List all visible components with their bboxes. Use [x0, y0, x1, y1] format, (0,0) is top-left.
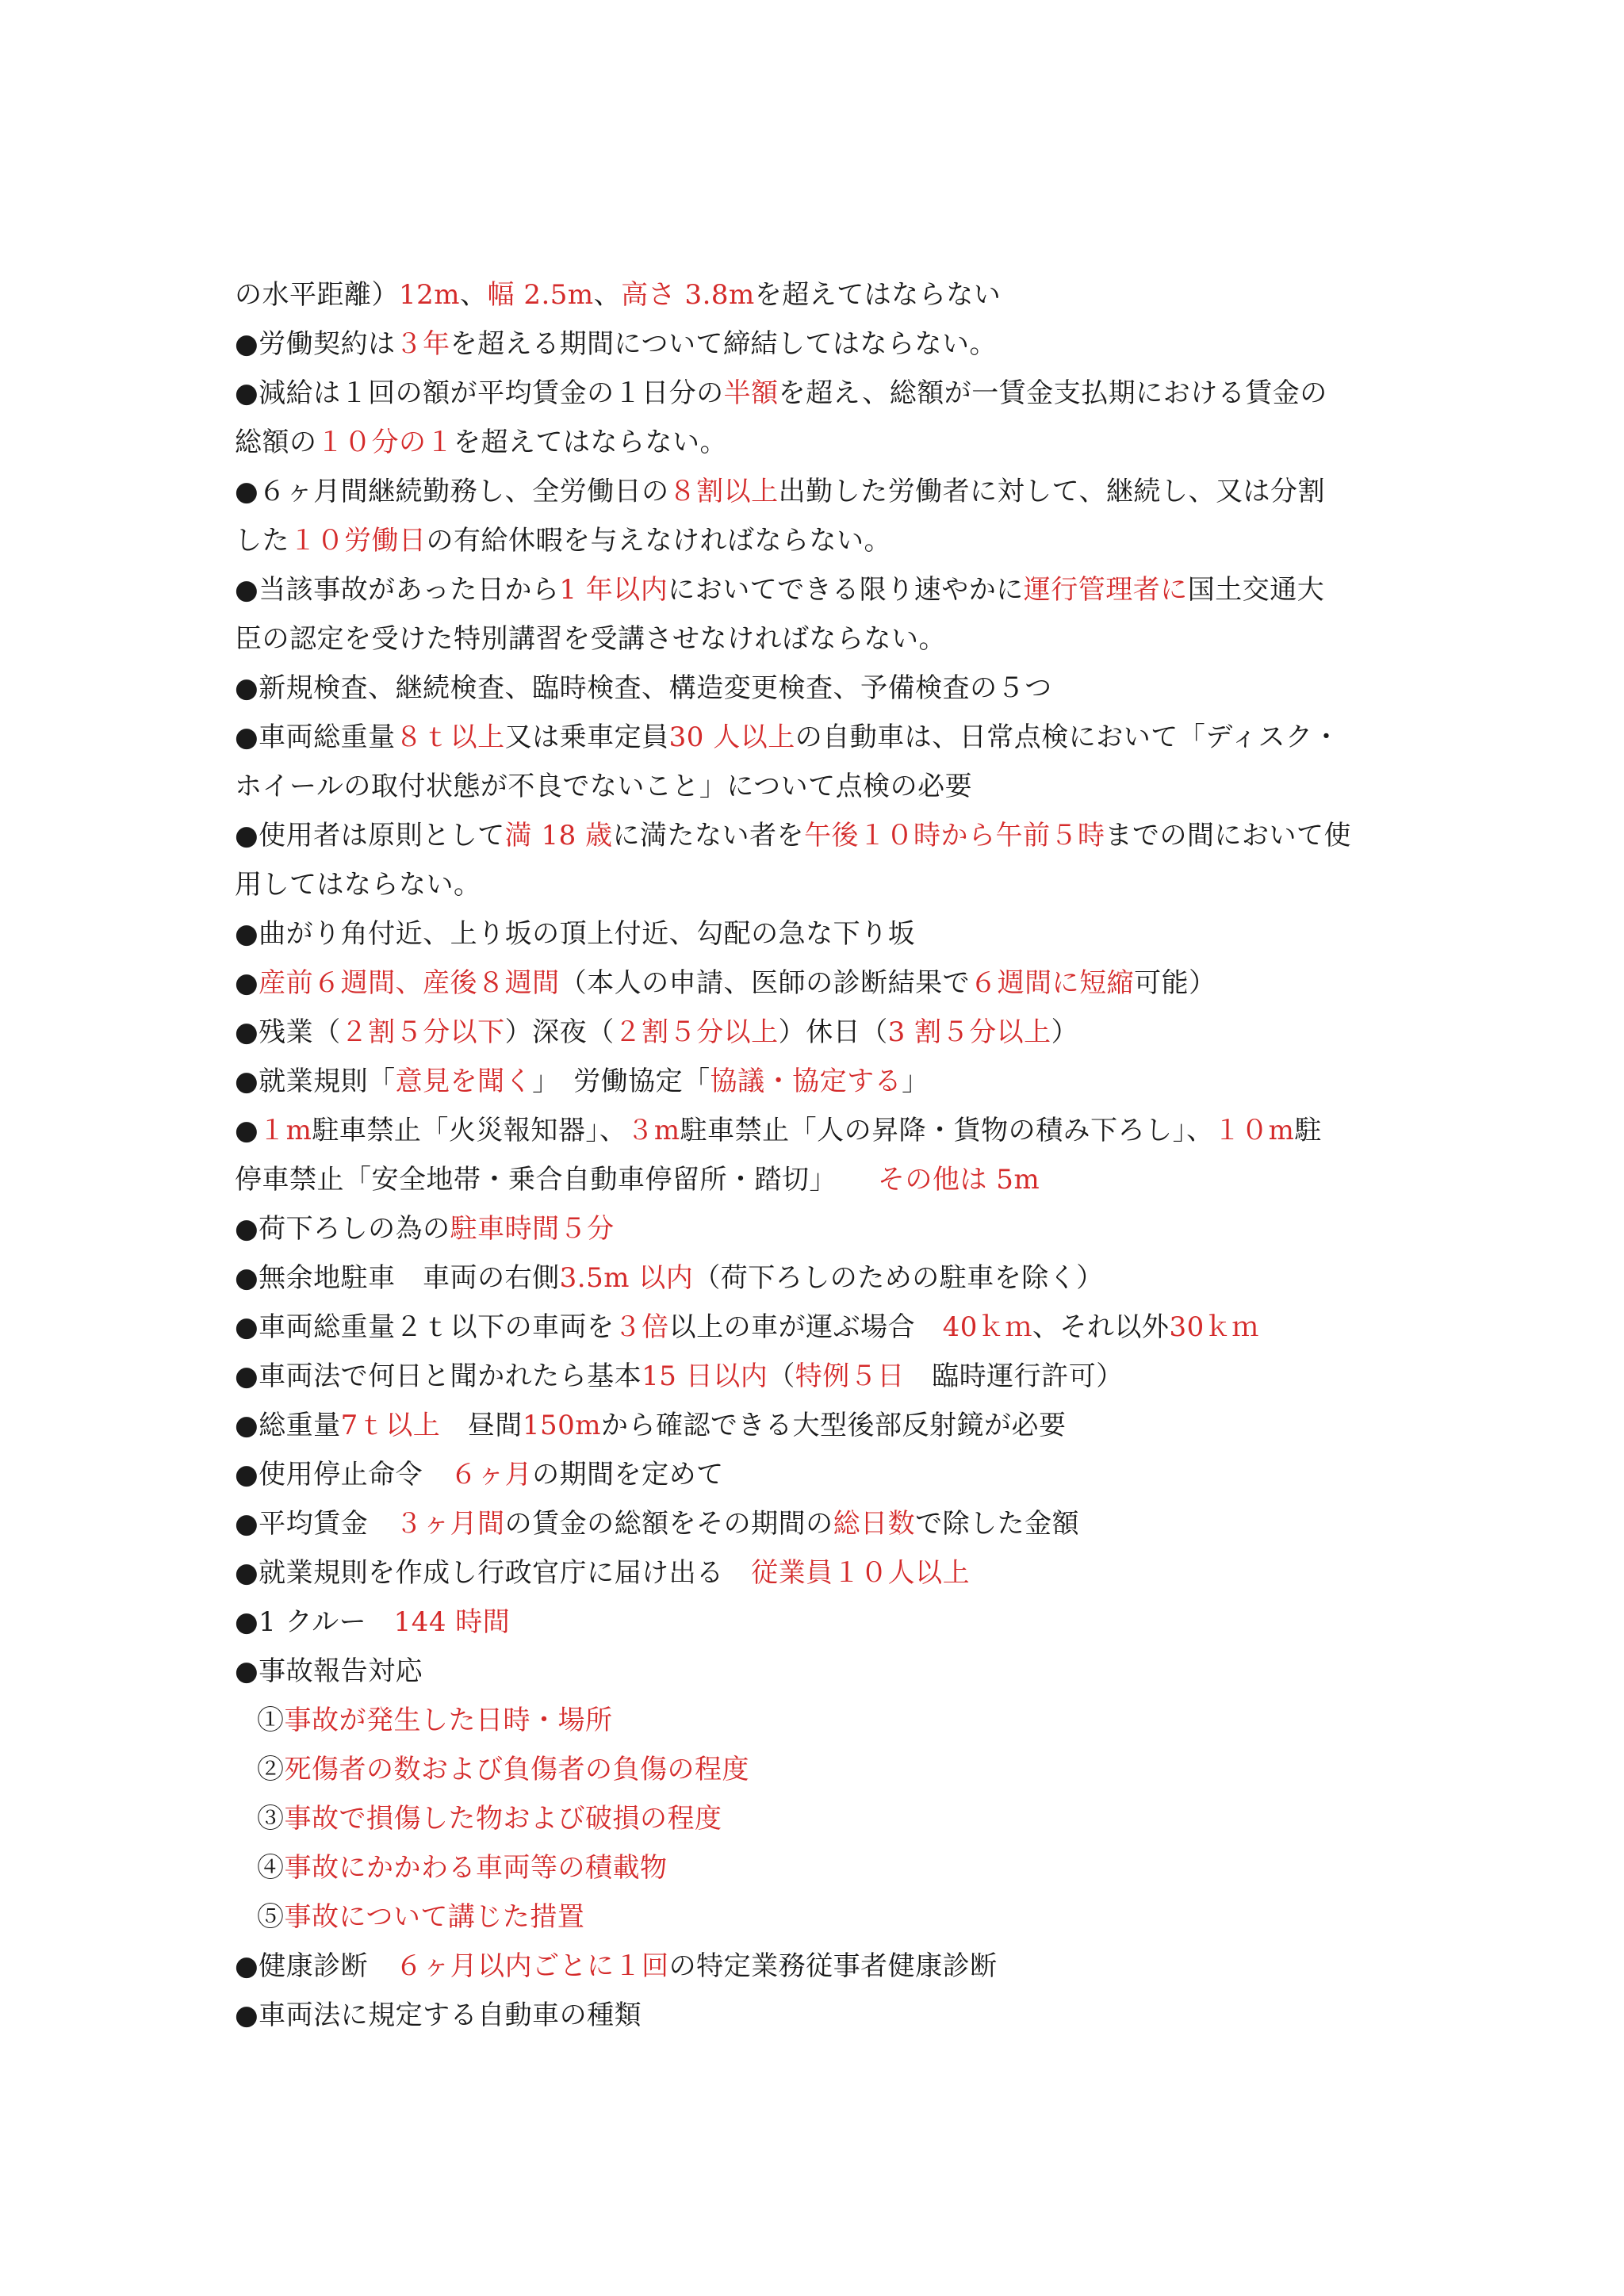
highlighted-text: １０分の１ [316, 427, 454, 458]
body-text: においてできる限り速やかに [668, 574, 1024, 606]
body-text: 、 [593, 279, 622, 311]
highlighted-text: 意見を聞く [395, 1066, 533, 1097]
highlighted-text: 事故が発生した日時・場所 [284, 1705, 613, 1736]
highlighted-text: ６ヶ月以内ごとに１回 [395, 1950, 669, 1982]
highlighted-text: 午後１０時から午前５時 [804, 820, 1105, 851]
highlighted-text: 40ｋｍ [942, 1311, 1032, 1343]
body-text: 停車禁止「安全地帯・乗合自動車停留所・踏切」 [235, 1164, 878, 1196]
body-text: ● [235, 1115, 259, 1146]
body-text: の賃金の総額をその期間の [504, 1508, 833, 1540]
body-text: を超えてはならない [754, 279, 1002, 311]
highlighted-text: １０m [1213, 1115, 1295, 1146]
body-text: ●車両総重量 [235, 721, 396, 753]
note-line [235, 320, 1400, 369]
highlighted-text: 1 年以内 [559, 574, 668, 606]
body-text: 、 [460, 279, 488, 311]
highlighted-text: 7ｔ以上 [340, 1410, 441, 1441]
highlighted-text: 150m [522, 1410, 601, 1441]
highlighted-text: 事故について講じた措置 [284, 1901, 585, 1933]
note-line [235, 811, 1400, 860]
body-text: ② [257, 1754, 285, 1785]
body-text: ●使用者は原則として [235, 820, 505, 851]
body-text: 駐車禁止「人の昇降・貨物の積み下ろし」、 [680, 1115, 1214, 1146]
note-line [235, 1057, 1400, 1106]
body-text: ●車両法に規定する自動車の種類 [235, 1999, 642, 2031]
highlighted-text: ３年 [395, 328, 450, 360]
highlighted-text: ２割５分以上 [614, 1016, 779, 1048]
body-text: ●当該事故があった日から [235, 574, 560, 606]
note-line [235, 1647, 1400, 1696]
note-line [235, 959, 1400, 1008]
highlighted-text: １m [259, 1115, 312, 1146]
note-line [235, 1253, 1400, 1303]
note-line [235, 1204, 1400, 1253]
highlighted-text: 3 割５分以上 [887, 1016, 1051, 1048]
highlighted-text: 半額 [723, 377, 779, 409]
highlighted-text: その他は 5m [878, 1164, 1040, 1196]
highlighted-text: ３ヶ月間 [395, 1508, 505, 1540]
body-text: を超える期間について締結してはならない。 [450, 328, 997, 360]
body-text: までの間において使 [1105, 820, 1352, 851]
body-text: （荷下ろしのための駐車を除く） [693, 1262, 1104, 1294]
highlighted-text: 総日数 [833, 1508, 916, 1540]
note-line [235, 713, 1400, 762]
body-text: 総額の [235, 427, 317, 458]
highlighted-text: ３m [626, 1115, 680, 1146]
sub-list-item [235, 1745, 1400, 1794]
body-text: の有給休暇を与えなければならない。 [426, 525, 891, 557]
body-text: ●健康診断 [235, 1950, 396, 1982]
highlighted-text: 死傷者の数および負傷者の負傷の程度 [284, 1754, 749, 1785]
sub-list-item [235, 1843, 1400, 1892]
body-text: ●新規検査、継続検査、臨時検査、構造変更検査、予備検査の５つ [235, 672, 1052, 704]
note-line [235, 1106, 1400, 1155]
body-text: で除した金額 [915, 1508, 1080, 1540]
body-text: の水平距離） [235, 279, 399, 311]
sub-list-item [235, 1892, 1400, 1942]
body-text: 臨時運行許可） [904, 1360, 1124, 1392]
body-text: に満たない者を [612, 820, 805, 851]
body-text: 」 労働協定「 [532, 1066, 710, 1097]
note-line [235, 614, 1400, 664]
note-line [235, 1991, 1400, 2040]
highlighted-text: 30ｋｍ [1169, 1311, 1259, 1343]
body-text: ●総重量 [235, 1410, 341, 1441]
highlighted-text: 運行管理者に [1023, 574, 1188, 606]
body-text: の特定業務従事者健康診断 [668, 1950, 998, 1982]
body-text: ●就業規則を作成し行政官庁に届け出る [235, 1557, 752, 1589]
body-text: を超え、総額が一賃金支払期における賃金の [778, 377, 1327, 409]
body-text: 国土交通大 [1187, 574, 1325, 606]
body-text: 臣の認定を受けた特別講習を受講させなければならない。 [235, 623, 946, 655]
note-line [235, 664, 1400, 713]
body-text: 駐 [1294, 1115, 1322, 1146]
body-text: 以上の車が運ぶ場合 [668, 1311, 943, 1343]
sub-list-item [235, 1794, 1400, 1843]
note-line [235, 1548, 1400, 1598]
body-text: ●６ヶ月間継続勤務し、全労働日の [235, 476, 669, 507]
highlighted-text: 3.5m 以内 [559, 1262, 694, 1294]
highlighted-text: 144 時間 [393, 1606, 511, 1638]
notes-body [235, 270, 1400, 2040]
body-text: ④ [257, 1852, 285, 1884]
body-text: ●1 クルー [235, 1606, 394, 1638]
highlighted-text: ８割以上 [668, 476, 779, 507]
body-text: ）深夜（ [504, 1016, 615, 1048]
body-text: ） [1051, 1016, 1079, 1048]
note-line [235, 467, 1400, 516]
note-line [235, 369, 1400, 418]
highlighted-text: 満 18 歳 [504, 820, 613, 851]
note-line [235, 1598, 1400, 1647]
body-text: 用してはならない。 [235, 869, 481, 901]
note-line [235, 1499, 1400, 1548]
highlighted-text: 従業員１０人以上 [751, 1557, 971, 1589]
body-text: ●曲がり角付近、上り坂の頂上付近、勾配の急な下り坂 [235, 918, 916, 950]
highlighted-text: 15 日以内 [642, 1360, 768, 1392]
body-text: を超えてはならない。 [454, 427, 727, 458]
note-line [235, 565, 1400, 614]
body-text: ● [235, 967, 259, 999]
highlighted-text: ８ｔ以上 [395, 721, 505, 753]
highlighted-text: 12m [399, 279, 461, 311]
note-line [235, 1303, 1400, 1352]
note-line [235, 762, 1400, 811]
highlighted-text: 特例５日 [795, 1360, 905, 1392]
highlighted-text: ６週間に短縮 [970, 967, 1135, 999]
body-text: 又は乗車定員 [504, 721, 669, 753]
note-line [235, 1155, 1400, 1204]
body-text: ●車両総重量２ｔ以下の車両を [235, 1311, 615, 1343]
note-line [235, 909, 1400, 959]
note-line [235, 516, 1400, 565]
highlighted-text: ３倍 [614, 1311, 669, 1343]
body-text: ●労働契約は [235, 328, 396, 360]
body-text: ③ [257, 1803, 285, 1835]
body-text: した [235, 525, 289, 557]
body-text: の自動車は、日常点検において「ディスク・ [795, 721, 1341, 753]
body-text: 、それ以外 [1032, 1311, 1170, 1343]
note-line [235, 1450, 1400, 1499]
body-text: ホイールの取付状態が不良でないこと」について点検の必要 [235, 771, 973, 802]
body-text: ●事故報告対応 [235, 1655, 423, 1687]
highlighted-text: 駐車時間５分 [450, 1213, 615, 1245]
highlighted-text: 事故で損傷した物および破損の程度 [284, 1803, 722, 1835]
body-text: ●平均賃金 [235, 1508, 396, 1540]
body-text: ●車両法で何日と聞かれたら基本 [235, 1360, 642, 1392]
highlighted-text: ２割５分以下 [340, 1016, 505, 1048]
note-line [235, 1942, 1400, 1991]
body-text: ）休日（ [778, 1016, 888, 1048]
body-text: 出勤した労働者に対して、継続し、又は分割 [778, 476, 1325, 507]
body-text: （本人の申請、医師の診断結果で [559, 967, 971, 999]
body-text: ① [257, 1705, 285, 1736]
body-text: 可能） [1134, 967, 1216, 999]
highlighted-text: 幅 2.5m [487, 279, 594, 311]
body-text: （ [768, 1360, 795, 1392]
body-text: ⑤ [257, 1901, 285, 1933]
body-text: から確認できる大型後部反射鏡が必要 [600, 1410, 1067, 1441]
body-text: ●荷下ろしの為の [235, 1213, 450, 1245]
body-text: ●無余地駐車 車両の右側 [235, 1262, 560, 1294]
highlighted-text: ６ヶ月 [450, 1459, 533, 1490]
body-text: ●残業（ [235, 1016, 341, 1048]
body-text: ●就業規則「 [235, 1066, 396, 1097]
body-text: 」 [902, 1066, 929, 1097]
highlighted-text: 協議・協定する [710, 1066, 902, 1097]
highlighted-text: 事故にかかわる車両等の積載物 [284, 1852, 668, 1884]
body-text: 昼間 [440, 1410, 523, 1441]
note-line [235, 418, 1400, 467]
body-text: ●減給は１回の額が平均賃金の１日分の [235, 377, 724, 409]
note-line [235, 860, 1400, 909]
highlighted-text: １０労働日 [289, 525, 427, 557]
body-text: ●使用停止命令 [235, 1459, 450, 1490]
note-line [235, 1352, 1400, 1401]
sub-list-item [235, 1696, 1400, 1745]
highlighted-text: 30 人以上 [668, 721, 795, 753]
note-line [235, 1401, 1400, 1450]
note-line [235, 270, 1400, 320]
body-text: 駐車禁止「火災報知器」、 [312, 1115, 627, 1146]
note-line [235, 1008, 1400, 1057]
highlighted-text: 高さ 3.8m [621, 279, 755, 311]
highlighted-text: 産前６週間、産後８週間 [259, 967, 560, 999]
body-text: の期間を定めて [532, 1459, 724, 1490]
